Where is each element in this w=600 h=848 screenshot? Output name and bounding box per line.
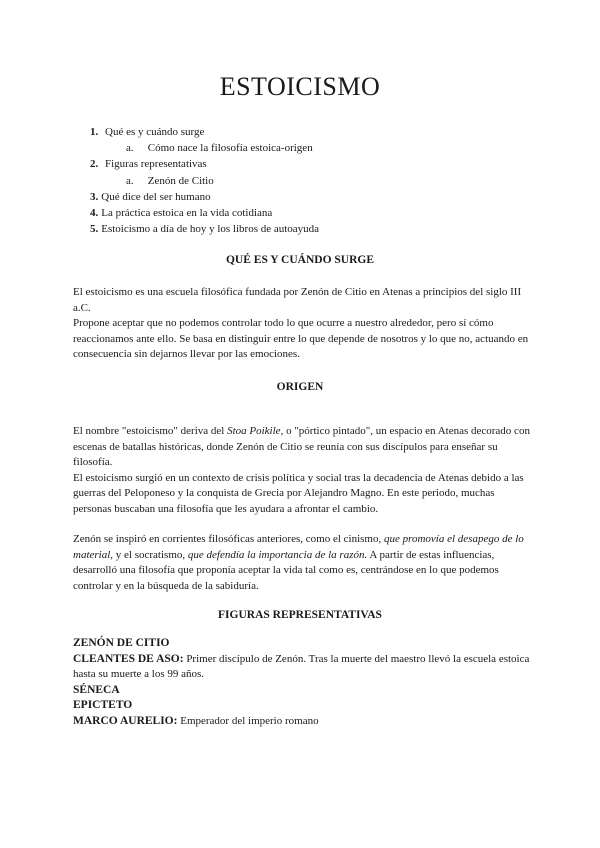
toc-number: 1. [90,126,99,138]
paragraph-definition [73,285,533,363]
paragraph-text: A partir de estas influencias, desarrolló una filosofía que proponía aceptar la vida tal como es, centrándose en lo que podemos controlar y en la búsqueda de la sabiduría. [73,548,499,592]
figure-name: SÉNECA [73,683,120,696]
toc-number: 5. [90,223,99,236]
figure-epicteto [73,698,533,714]
paragraph-text: Propone aceptar que no podemos controlar todo lo que ocurre a nuestro alrededor, pero sí cómo reaccionamos ante ello. Se basa en distinguir entre lo que depende de nosotros y lo que no, actuando en consecuencia sin dejarnos llevar por las emociones. [73,317,529,361]
toc-number: 3. [90,190,99,203]
toc-label: Qué dice del ser humano [101,190,211,203]
figure-zenon [73,636,533,652]
toc-item-5 [90,221,530,237]
figure-name: CLEANTES DE ASO: [73,652,184,665]
toc-label: La práctica estoica en la vida cotidiana [101,207,273,220]
figure-seneca [73,683,533,699]
section-heading-que-es: QUÉ ES Y CUÁNDO SURGE [225,254,375,266]
figure-marco-aurelio [73,714,533,730]
paragraph-text: Zenón se inspiró en corrientes filosóficas anteriores, como el cinismo, [73,533,384,545]
toc-number: 4. [90,207,99,220]
section-heading-figuras: FIGURAS REPRESENTATIVAS [218,609,382,621]
figures-list [73,636,533,730]
toc-label: Qué es y cuándo surge [105,126,205,138]
toc-item-4 [90,205,530,221]
toc-number: a. [126,142,134,155]
italic-phrase: que defendía la importancia de la razón. [187,548,368,561]
italic-phrase: que promovía el desapego de lo material, [73,533,524,561]
paragraph-origin [73,424,533,518]
paragraph-influences [73,532,533,594]
figure-name: EPICTETO [73,699,133,712]
paragraph-text: El nombre "estoicismo" deriva del [73,425,228,437]
italic-term: Stoa Poikile [227,425,281,437]
toc-item-2 [90,156,530,172]
toc-item-2a [90,173,530,189]
figure-description: Primer discípulo de Zenón. Tras la muerte del maestro llevó la escuela estoica hasta su muerte a los 99 años. [73,652,530,681]
toc-item-1 [90,124,530,140]
toc-number: a. [126,174,134,187]
figure-name: ZENÓN DE CITIO [73,637,170,649]
table-of-contents [90,124,530,237]
paragraph-text: y el socratismo, [113,548,188,561]
toc-item-3 [90,189,530,205]
toc-number: 2. [90,158,99,171]
figure-cleantes [73,652,533,683]
toc-label: Figuras representativas [105,158,207,171]
toc-label: Estoicismo a día de hoy y los libros de autoayuda [101,223,320,236]
figure-description: Emperador del imperio romano [177,714,319,727]
document-title: ESTOICISMO [219,72,381,101]
figure-name: MARCO AURELIO: [73,714,178,727]
toc-item-1a [90,140,530,156]
section-heading-origen: ORIGEN [276,381,324,393]
toc-label: Cómo nace la filosofía estoica-origen [147,142,313,155]
paragraph-text: , o "pórtico pintado", un espacio en Atenas decorado con escenas de batallas históricas, donde Zenón de Citio se reunía con sus discípulos para enseñar su filosofía. [73,425,530,469]
paragraph-text: El estoicismo surgió en un contexto de crisis política y social tras la decadencia de Atenas debido a las guerras del Peloponeso y la conquista de Grecia por Alejandro Magno. En este periodo, muchas personas buscaban una filosofía que les ayudara a afrontar el cambio. [73,471,524,515]
paragraph-text: El estoicismo es una escuela filosófica fundada por Zenón de Citio en Atenas a principios del siglo III a.C. [73,286,522,314]
toc-label: Zenón de Citio [147,174,214,187]
